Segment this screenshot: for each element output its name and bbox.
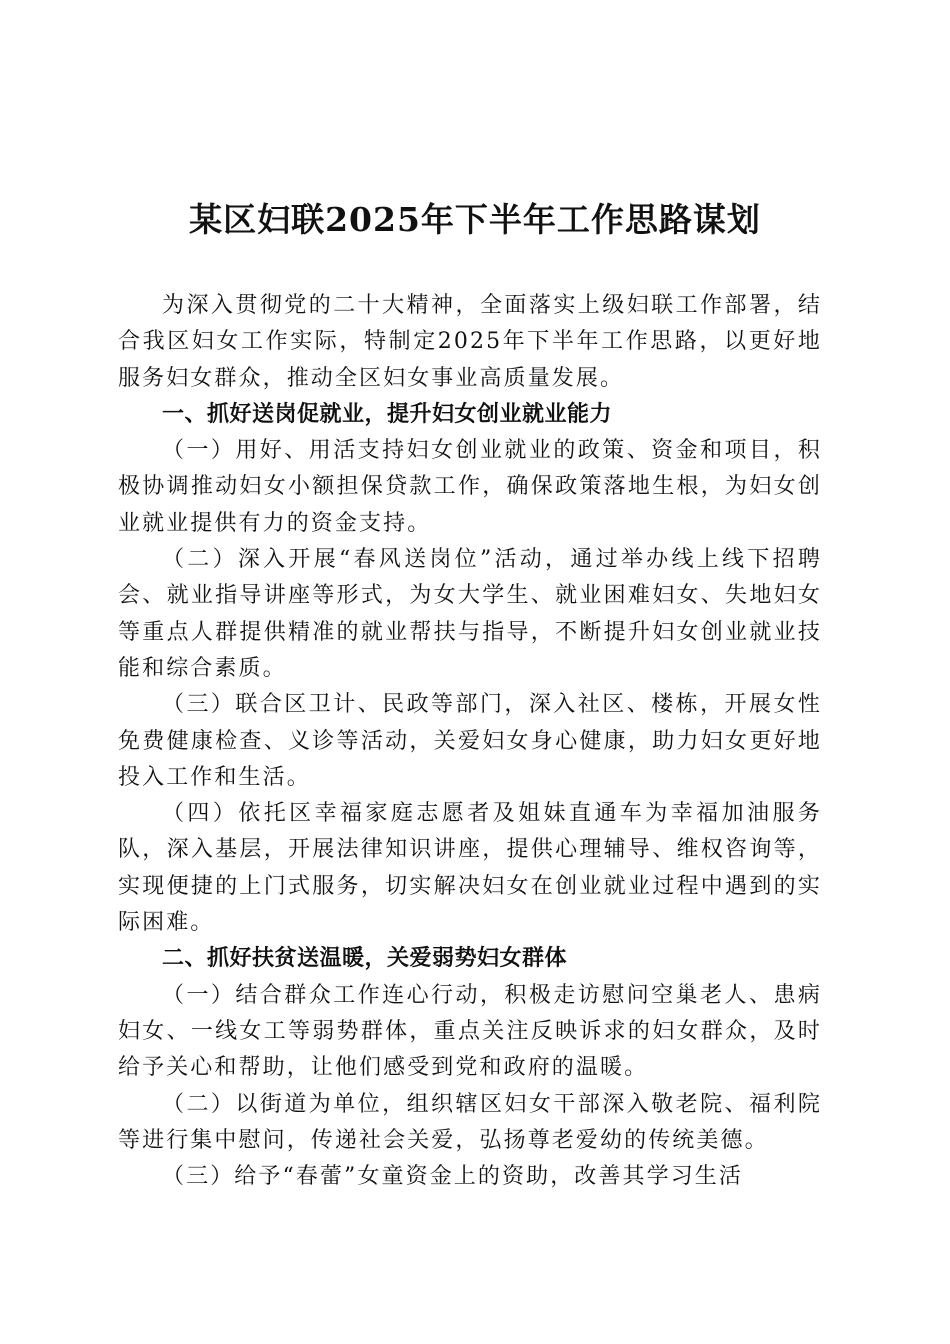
section-paragraph: （一）结合群众工作连心行动，积极走访慰问空巢老人、患病妇女、一线女工等弱势群体，重点关注反映诉求的妇女群众，及时给予关心和帮助，让他们感受到党和政府的温暖。 [118, 982, 822, 1081]
section-paragraph: （二）深入开展“春风送岗位”活动，通过举办线上线下招聘会、就业指导讲座等形式，为女大学生、就业困难妇女、失地妇女等重点人群提供精准的就业帮扶与指导，不断提升妇女创业就业技能和综合素质。 [118, 547, 822, 681]
intro-paragraph: 为深入贯彻党的二十大精神，全面落实上级妇联工作部署，结合我区妇女工作实际，特制定2025年下半年工作思路，以更好地服务妇女群众，推动全区妇女事业高质量发展。 [118, 293, 822, 391]
document-title: 某区妇联2025年下半年工作思路谋划 [189, 200, 761, 239]
section-heading: 二、抓好扶贫送温暖，关爱弱势妇女群体 [162, 946, 568, 972]
section-paragraph: （三）给予“春蕾”女童资金上的资助，改善其学习生活 [162, 1164, 743, 1190]
section-paragraph: （三）联合区卫计、民政等部门，深入社区、楼栋，开展女性免费健康检查、义诊等活动，关爱妇女身心健康，助力妇女更好地投入工作和生活。 [118, 692, 822, 790]
section-paragraph: （四）依托区幸福家庭志愿者及姐妹直通车为幸福加油服务队，深入基层，开展法律知识讲座，提供心理辅导、维权咨询等，实现便捷的上门式服务，切实解决妇女在创业就业过程中遇到的实际困难。 [118, 801, 822, 936]
section-heading: 一、抓好送岗促就业，提升妇女创业就业能力 [162, 401, 613, 427]
section-paragraph: （二）以街道为单位，组织辖区妇女干部深入敬老院、福利院等进行集中慰问，传递社会关爱，弘扬尊老爱幼的传统美德。 [118, 1091, 822, 1153]
document-body [118, 288, 822, 1195]
section-paragraph: （一）用好、用活支持妇女创业就业的政策、资金和项目，积极协调推动妇女小额担保贷款工作，确保政策落地生根，为妇女创业就业提供有力的资金支持。 [118, 438, 822, 536]
